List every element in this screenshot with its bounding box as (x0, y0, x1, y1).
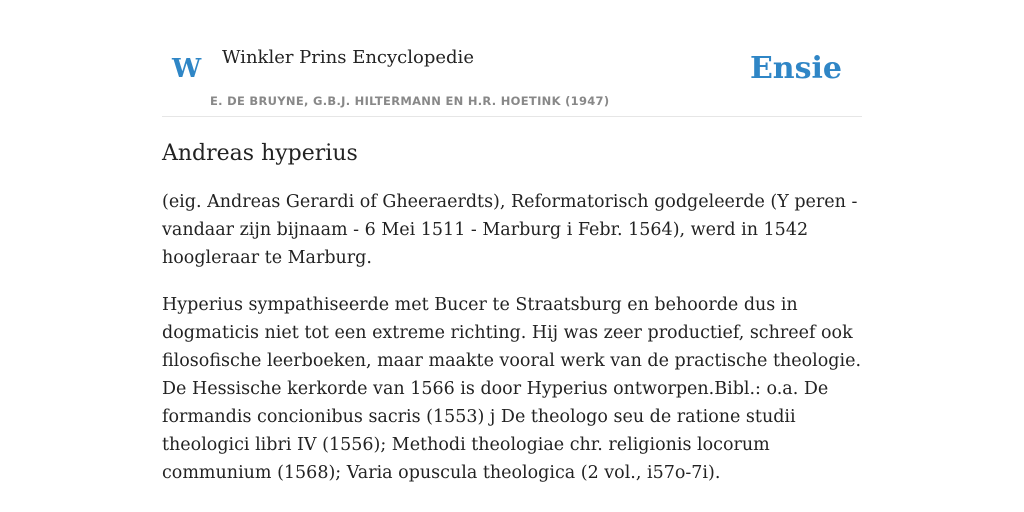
site-title[interactable]: Winkler Prins Encyclopedie (222, 47, 474, 68)
article-paragraph-1: (eig. Andreas Gerardi of Gheeraerdts), Reformatorisch godgeleerde (Y peren - vandaar zijn bijnaam - 6 Mei 1511 - Marburg i Febr. 1564), werd in 1542 hoogleraar te Marburg. (162, 192, 858, 268)
article-paragraph-2: Hyperius sympathiseerde met Bucer te Straatsburg en behoorde dus in dogmaticis niet tot een extreme richting. Hij was zeer productief, schreef ook filosofische leerboeken, maar maakte vooral werk van de practische theologie. De Hessische kerkorde van 1566 is door Hyperius ontworpen.Bibl.: o.a. De formandis concionibus sacris (1553) j De theologo seu de ratione studii theologici libri IV (1556); Methodi theologiae chr. religionis locorum communium (1568); Varia opuscula theologica (2 vol., i57o-7i). (162, 295, 862, 483)
authors-line: E. DE BRUYNE, G.B.J. HILTERMANN EN H.R. HOETINK (1947) (210, 94, 610, 108)
article (162, 138, 862, 506)
article-title: Andreas hyperius (162, 141, 358, 166)
ensie-logo[interactable]: Ensie (749, 51, 842, 86)
winkler-prins-logo[interactable]: W (172, 54, 202, 84)
site-header (162, 0, 862, 117)
